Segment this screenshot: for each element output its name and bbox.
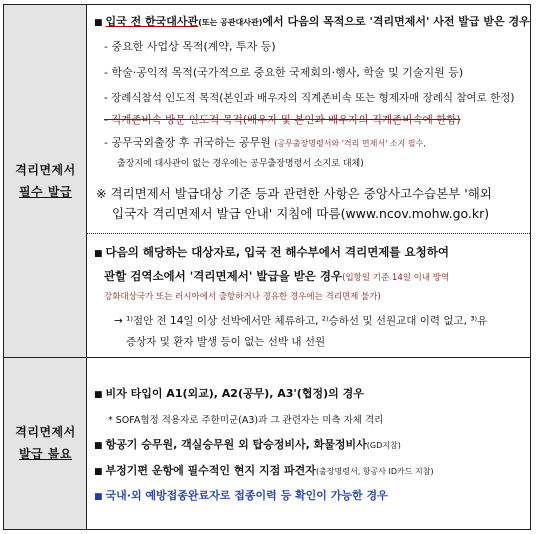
section2-line1: [94, 245, 449, 261]
heading-rest: 에서 다음의 목적으로 '격리면제서' 사전 발급 받은 경우: [262, 15, 530, 28]
row2-item-text: 항공기 승무원, 객실승무원 외 탑승정비사, 화물정비사: [105, 438, 367, 451]
section-divider: [87, 233, 530, 234]
official-line: [104, 136, 426, 151]
row2-item: [94, 464, 434, 479]
square-bullet-icon: ■: [94, 18, 103, 28]
square-bullet-icon: ■: [94, 441, 103, 451]
square-bullet-icon: ■: [94, 249, 103, 259]
row2-item: [94, 438, 401, 453]
row2-item-text: 부정기편 운항에 필수적인 현지 지점 파견자: [105, 464, 316, 477]
official-note1: (공무출장명령서와 '격리 면제서' 소지 필수,: [274, 139, 426, 148]
section1-item: - 학술·공익적 목적(국가적으로 중요한 국제회의·행사, 학술 및 기술지원 등): [104, 66, 464, 79]
row1-label: [4, 159, 87, 203]
row2-item-note: (GD지참): [366, 441, 401, 450]
section2-line3-note: 강화대상국가 또는 러시아에서 출항하거나 경유한 경우에는 격리면제 불가): [104, 292, 381, 302]
row2-item-text: 국내·외 예방접종완료자로 접종이력 등 확인이 가능한 경우: [105, 489, 388, 502]
official-main: - 공무국외출장 후 귀국하는 공무원: [104, 136, 271, 149]
row2-label-line2: 발급 불요: [18, 447, 73, 461]
row2-item-note: (출장명령서, 항공사 ID카드 지참): [315, 467, 434, 476]
section2-sub-line2: 증상자 및 환자 발생 등이 없는 선박 내 선원: [126, 336, 326, 348]
square-bullet-icon: ■: [94, 467, 103, 477]
exemption-table: [3, 4, 531, 530]
section1-heading: [94, 15, 530, 30]
row2-label-line1: 격리면제서: [15, 425, 76, 439]
section1-item: - 장례식참석 인도적 목적(본인과 배우자의 직계존비속 또는 형제자매 장례식 참여로 한정): [104, 92, 515, 104]
square-bullet-icon: ■: [94, 390, 103, 400]
heading-main: 입국 전 한국대사관: [105, 15, 199, 28]
note-line1: ※ 격리면제서 발급대상 기준 등과 관련한 사항은 중앙사고수습본부 '해외: [96, 186, 492, 201]
row2-item-highlight: [94, 489, 388, 504]
heading-small: (또는 공관대사관): [198, 18, 263, 27]
row2-item: [94, 387, 364, 402]
section2-line1-text: 다음의 해당하는 대상자로, 입국 전 해수부에서 격리면제를 요청하여: [105, 245, 449, 259]
square-bullet-icon: ■: [94, 492, 103, 502]
section2-line2-note: (입항일 기준 14일 이내 방역: [342, 273, 450, 283]
struck-item: - 직계존비속 방문 인도적 목적(배우자 및 본인과 배우자의 직계존비속에 한함): [104, 114, 461, 126]
row2-footnote: * SOFA협정 적용자로 주한미군(A3)과 그 관련자는 미측 자체 격리: [108, 415, 384, 426]
official-note2: 출장지에 대사관이 없는 경우에는 공무출장명령서 소지로 대체): [117, 159, 364, 169]
section1-item: - 중요한 사업상 목적(계약, 투자 등): [104, 40, 276, 53]
note-line2: 입국자 격리면제서 발급 안내' 지침에 따름(www.ncov.mohw.go.kr): [112, 206, 490, 221]
section2-line2: [104, 269, 449, 285]
row2-item-text: 비자 타입이 A1(외교), A2(공무), A3'(협정)의 경우: [105, 387, 364, 400]
row-divider: [4, 357, 530, 358]
section2-line2-main: 관할 검역소에서 '격리면제서' 발급을 받은 경우: [104, 269, 343, 283]
row2-label: [4, 421, 87, 465]
row1-label-line1: 격리면제서: [15, 163, 76, 177]
row1-label-line2: 필수 발급: [18, 185, 73, 199]
section2-sub-line1: → ¹⁾점안 전 14일 이상 선박에서만 체류하고, ²⁾승하선 및 선원교대 이력 없고, ³⁾유: [114, 315, 488, 327]
